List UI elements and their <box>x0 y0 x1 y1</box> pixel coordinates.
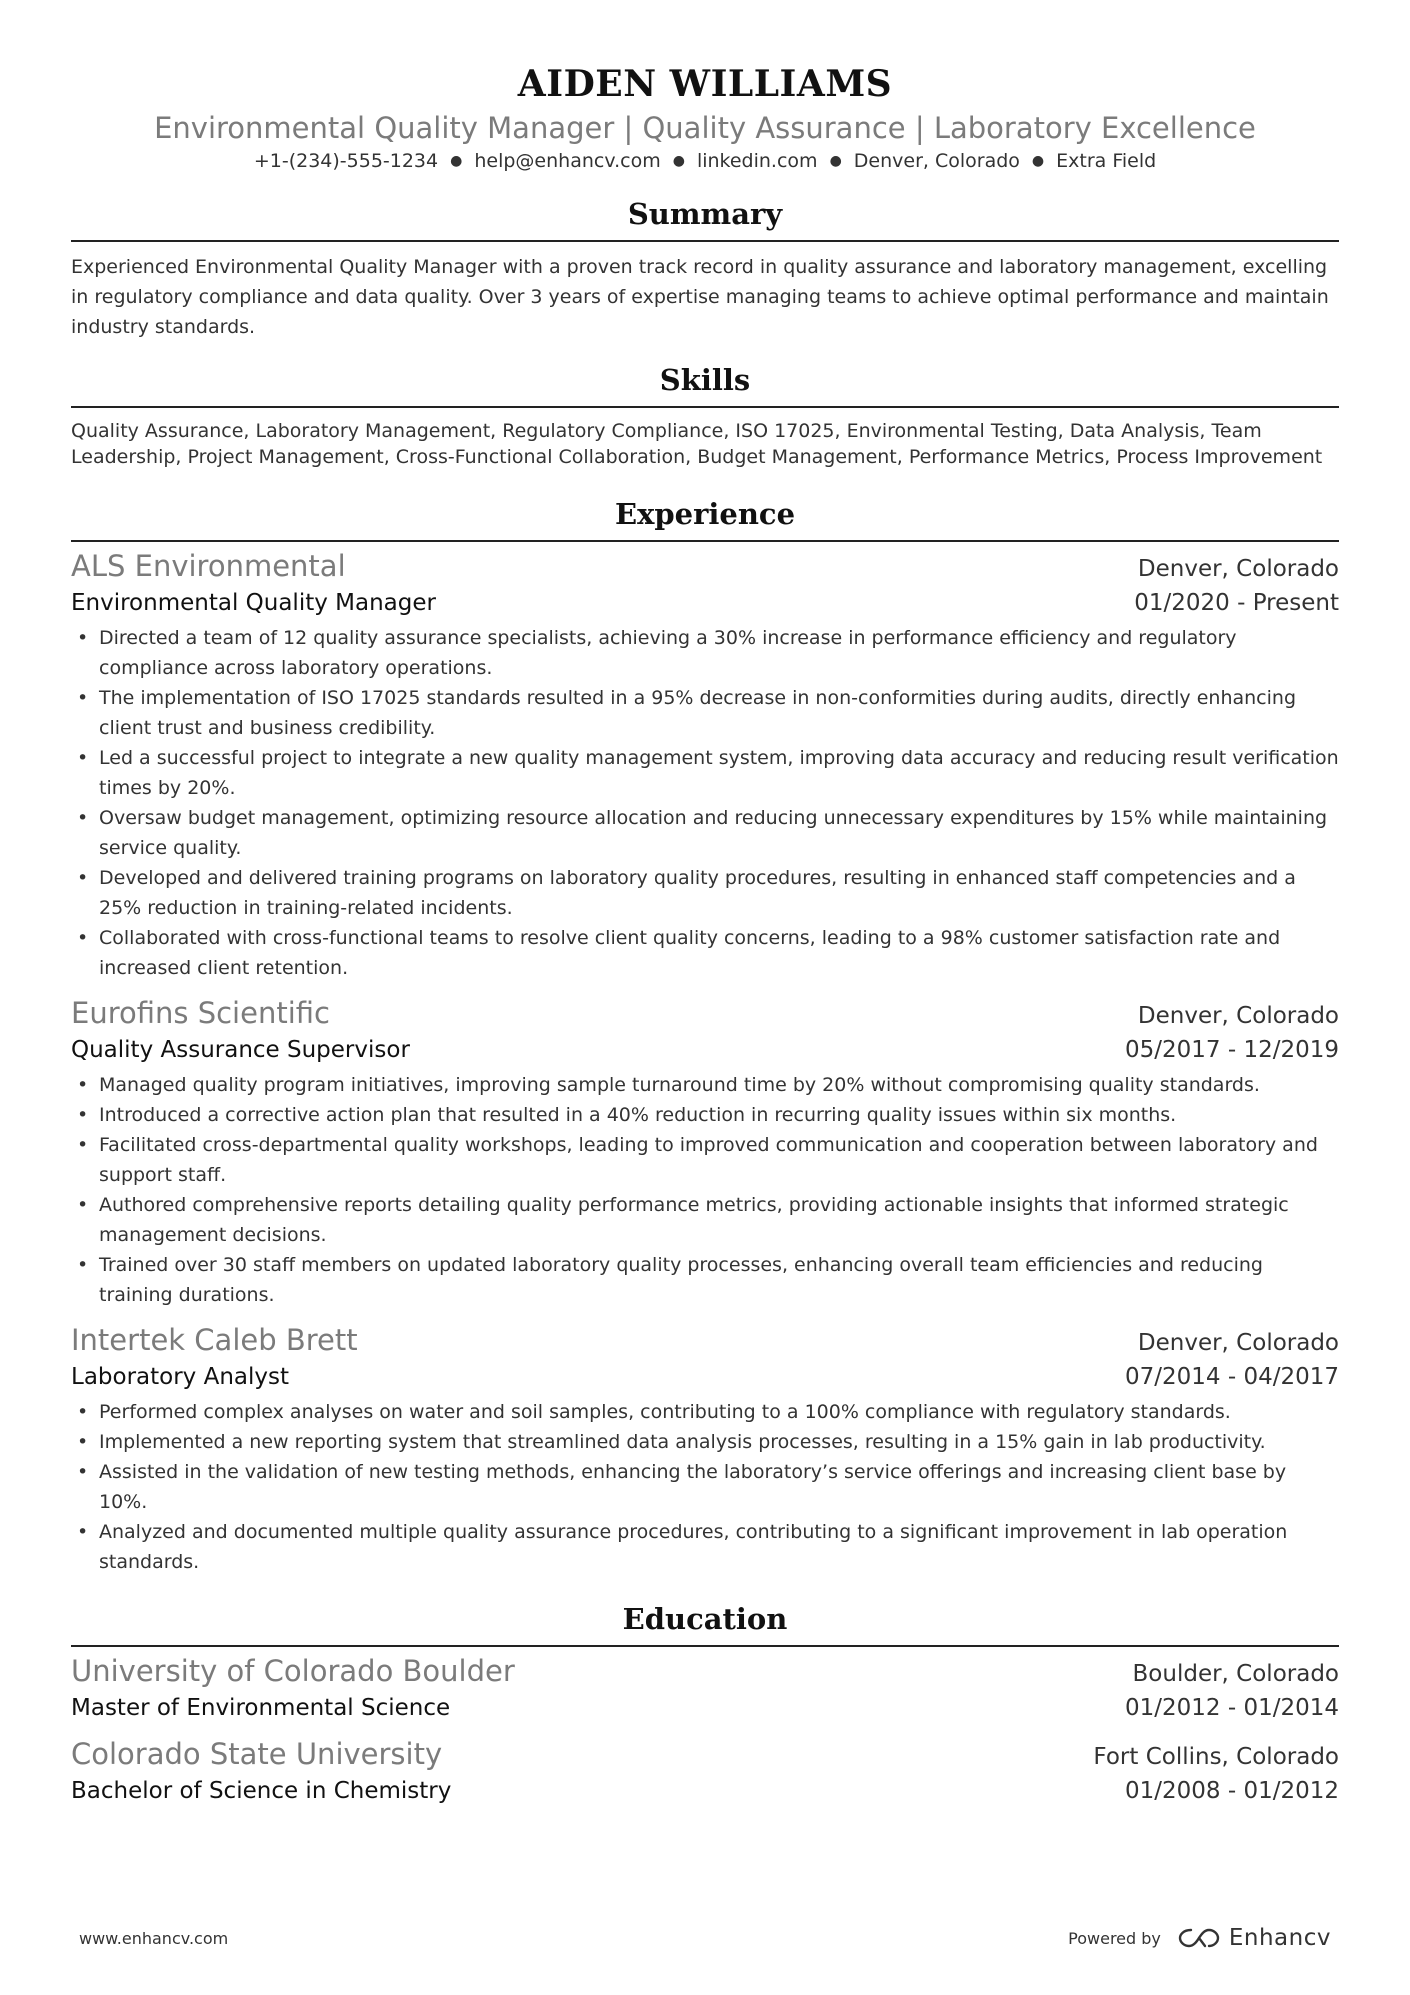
job-role: Quality Assurance Supervisor <box>71 1037 410 1063</box>
contact-email[interactable]: help@enhancv.com <box>474 150 661 172</box>
section-divider <box>71 540 1339 542</box>
bullet-item: • Oversaw budget management, optimizing resource allocation and reducing unnecessary expenditures by 15% while maintaining service quality. <box>71 803 1339 863</box>
skills-text: Quality Assurance, Laboratory Management, Regulatory Compliance, ISO 17025, Environmental Testing, Data Analysis, Team Leadership, Project Management, Cross-Functional Collaboration, Budget Management, Performance Metrics, Process Improvement <box>71 420 1323 468</box>
candidate-name: AIDEN WILLIAMS <box>517 63 893 105</box>
summary-section <box>71 194 1339 342</box>
job-dates: 07/2014 - 04/2017 <box>1124 1364 1339 1390</box>
bullet-item: • Implemented a new reporting system that streamlined data analysis processes, resulting in a 15% gain in lab productivity. <box>71 1427 1339 1457</box>
bullet-item: • Collaborated with cross-functional teams to resolve client quality concerns, leading to a 98% customer satisfaction rate and increased client retention. <box>71 923 1339 983</box>
job-subheader <box>71 1034 1339 1066</box>
job-entry <box>71 995 1339 1310</box>
summary-text: Experienced Environmental Quality Manager with a proven track record in quality assurance and laboratory management, excelling in regulatory compliance and data quality. Over 3 years of expertise managing teams to achieve optimal performance and maintain industry standards. <box>71 256 1329 338</box>
education-header <box>71 1653 1339 1692</box>
bullet-item: • Directed a team of 12 quality assurance specialists, achieving a 30% increase in performance efficiency and regulatory compliance across laboratory operations. <box>71 623 1339 683</box>
bullet-item: • Developed and delivered training programs on laboratory quality procedures, resulting in enhanced staff competencies and a 25% reduction in training-related incidents. <box>71 863 1339 923</box>
job-bullets <box>71 1070 1339 1310</box>
education-school: Colorado State University <box>71 1737 443 1771</box>
job-company: Intertek Caleb Brett <box>71 1323 358 1357</box>
contact-phone: +1-(234)-555-1234 <box>253 150 439 172</box>
candidate-headline: Environmental Quality Manager | Quality Assurance | Laboratory Excellence <box>154 111 1256 145</box>
education-subheader <box>71 1692 1339 1724</box>
education-degree: Bachelor of Science in Chemistry <box>71 1778 452 1804</box>
experience-section <box>71 494 1339 1577</box>
education-entry <box>71 1736 1339 1807</box>
job-role: Environmental Quality Manager <box>71 590 436 616</box>
contact-linkedin[interactable]: linkedin.com <box>696 150 818 172</box>
skills-section <box>71 360 1339 470</box>
job-entry <box>71 1322 1339 1577</box>
job-header <box>71 995 1339 1034</box>
job-role: Laboratory Analyst <box>71 1364 290 1390</box>
bullet-item: • Assisted in the validation of new testing methods, enhancing the laboratory’s service offerings and increasing client base by 10%. <box>71 1457 1339 1517</box>
job-location: Denver, Colorado <box>1137 1330 1339 1356</box>
bullet-item: • Led a successful project to integrate a new quality management system, improving data accuracy and reducing result verification times by 20%. <box>71 743 1339 803</box>
page-footer <box>79 1925 1331 1951</box>
bullet-item: • Analyzed and documented multiple quality assurance procedures, contributing to a significant improvement in lab operation standards. <box>71 1517 1339 1577</box>
education-header <box>71 1736 1339 1775</box>
job-company: Eurofins Scientific <box>71 996 330 1030</box>
resume-header <box>0 0 1410 174</box>
bullet-item: • The implementation of ISO 17025 standards resulted in a 95% decrease in non-conformities during audits, directly enhancing client trust and business credibility. <box>71 683 1339 743</box>
job-location: Denver, Colorado <box>1137 1003 1339 1029</box>
section-title-summary: Summary <box>627 197 783 231</box>
enhancv-logo-icon <box>1177 1926 1221 1950</box>
section-divider <box>71 1645 1339 1647</box>
job-subheader <box>71 587 1339 619</box>
education-dates: 01/2012 - 01/2014 <box>1124 1695 1339 1721</box>
education-dates: 01/2008 - 01/2012 <box>1124 1778 1339 1804</box>
section-title-skills: Skills <box>659 363 751 397</box>
job-bullets <box>71 1397 1339 1577</box>
job-header <box>71 548 1339 587</box>
bullet-item: • Performed complex analyses on water and soil samples, contributing to a 100% compliance with regulatory standards. <box>71 1397 1339 1427</box>
bullet-item: • Managed quality program initiatives, improving sample turnaround time by 20% without compromising quality standards. <box>71 1070 1339 1100</box>
education-entry <box>71 1653 1339 1724</box>
section-title-education: Education <box>622 1602 788 1636</box>
job-location: Denver, Colorado <box>1137 556 1339 582</box>
contact-location: Denver, Colorado <box>853 150 1020 172</box>
education-school: University of Colorado Boulder <box>71 1654 515 1688</box>
powered-by <box>1068 1925 1331 1951</box>
contact-extra: Extra Field <box>1056 150 1157 172</box>
job-company: ALS Environmental <box>71 549 346 583</box>
brand-logo[interactable] <box>1177 1925 1331 1951</box>
job-header <box>71 1322 1339 1361</box>
section-divider <box>71 240 1339 242</box>
brand-name: Enhancv <box>1228 1925 1331 1951</box>
education-location: Boulder, Colorado <box>1132 1661 1339 1687</box>
contact-line: +1-(234)-555-1234 ● help@enhancv.com ● linkedin.com ● Denver, Colorado ● Extra Field <box>253 150 1157 172</box>
education-degree: Master of Environmental Science <box>71 1695 451 1721</box>
powered-by-label: Powered by <box>1068 1928 1161 1948</box>
section-divider <box>71 406 1339 408</box>
job-bullets <box>71 623 1339 983</box>
job-entry <box>71 548 1339 983</box>
bullet-item: • Facilitated cross-departmental quality workshops, leading to improved communication and cooperation between laboratory and support staff. <box>71 1130 1339 1190</box>
bullet-item: • Authored comprehensive reports detailing quality performance metrics, providing actionable insights that informed strategic management decisions. <box>71 1190 1339 1250</box>
bullet-item: • Trained over 30 staff members on updated laboratory quality processes, enhancing overall team efficiencies and reducing training durations. <box>71 1250 1339 1310</box>
education-section <box>71 1599 1339 1807</box>
education-subheader <box>71 1775 1339 1807</box>
education-location: Fort Collins, Colorado <box>1093 1744 1339 1770</box>
job-dates: 01/2020 - Present <box>1134 590 1339 616</box>
section-title-experience: Experience <box>614 497 796 531</box>
job-subheader <box>71 1361 1339 1393</box>
job-dates: 05/2017 - 12/2019 <box>1124 1037 1339 1063</box>
footer-url[interactable]: www.enhancv.com <box>79 1928 229 1948</box>
bullet-item: • Introduced a corrective action plan that resulted in a 40% reduction in recurring quality issues within six months. <box>71 1100 1339 1130</box>
